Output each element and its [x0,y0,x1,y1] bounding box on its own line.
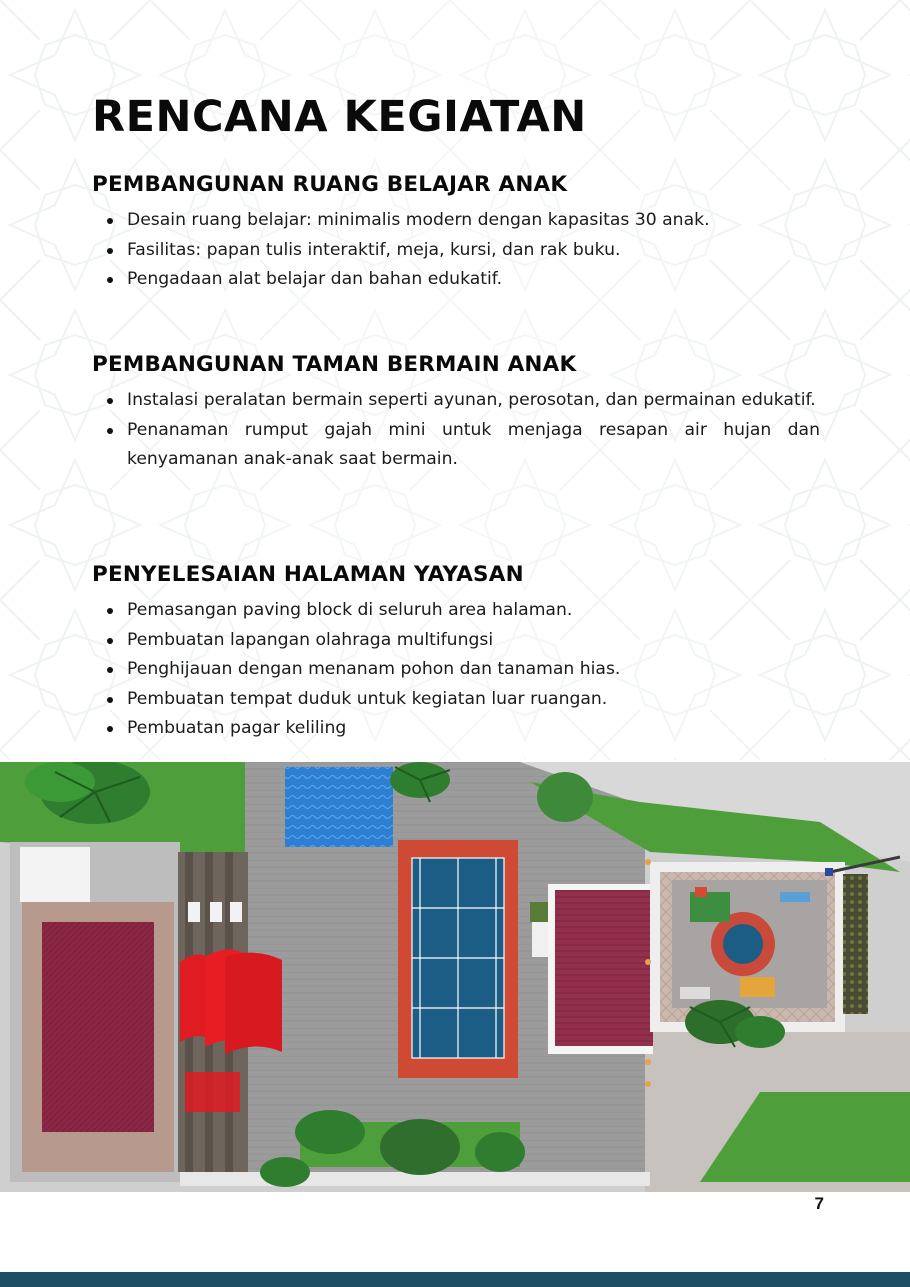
list-item: Instalasi peralatan bermain seperti ayunan, perosotan, dan permainan edukatif. [92,386,820,416]
list-item: Penghijauan dengan menanam pohon dan tanaman hias. [92,655,820,685]
list-item: Pembuatan lapangan olahraga multifungsi [92,626,820,656]
section-heading: PENYELESAIAN HALAMAN YAYASAN [92,562,524,587]
list-item: Pengadaan alat belajar dan bahan edukatif. [92,265,820,295]
section-taman-bermain [92,352,820,475]
section-ruang-belajar [92,172,820,295]
footer-bar [0,1272,910,1287]
bullet-list [92,386,820,475]
list-item: Desain ruang belajar: minimalis modern dengan kapasitas 30 anak. [92,206,820,236]
section-heading: PEMBANGUNAN RUANG BELAJAR ANAK [92,172,568,197]
list-item: Fasilitas: papan tulis interaktif, meja, kursi, dan rak buku. [92,236,820,266]
bullet-list [92,596,820,744]
site-plan-image [0,762,910,1192]
bullet-list [92,206,820,295]
list-item: Pembuatan tempat duduk untuk kegiatan luar ruangan. [92,685,820,715]
list-item: Penanaman rumput gajah mini untuk menjaga resapan air hujan dan kenyamanan anak-anak saat bermain. [92,416,820,475]
page-title: RENCANA KEGIATAN [92,92,587,142]
section-halaman-yayasan [92,562,820,744]
page-number: 7 [814,1194,824,1213]
list-item: Pembuatan pagar keliling [92,714,820,744]
list-item: Pemasangan paving block di seluruh area halaman. [92,596,820,626]
section-heading: PEMBANGUNAN TAMAN BERMAIN ANAK [92,352,577,377]
